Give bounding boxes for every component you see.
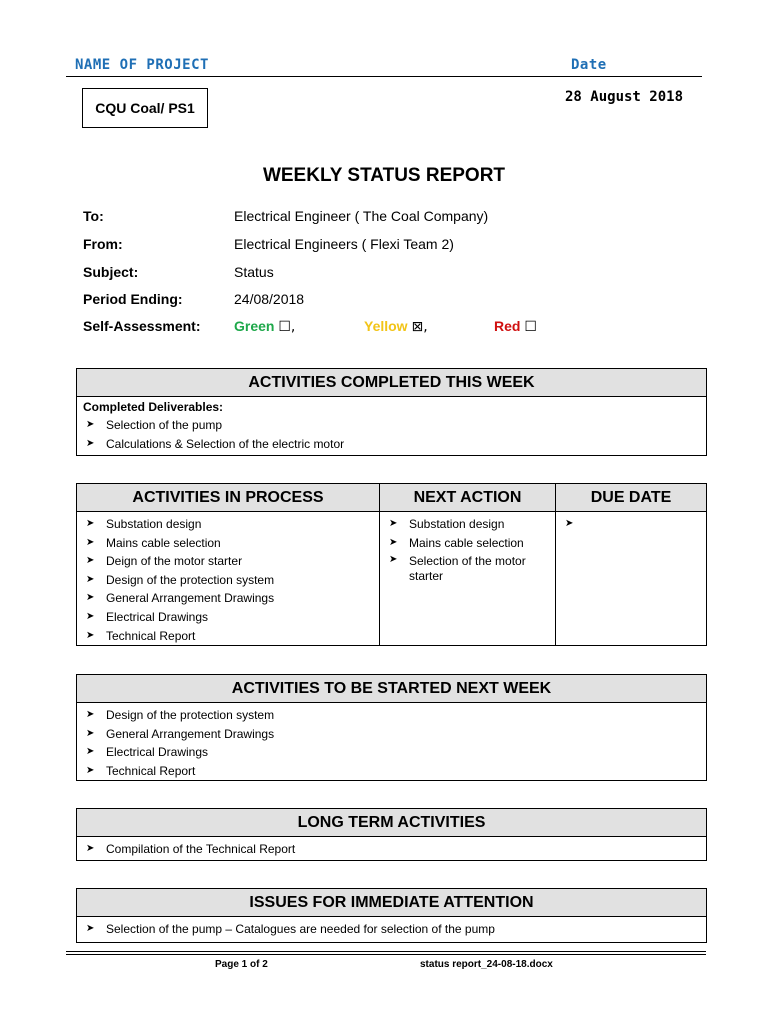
long-term-list: [83, 840, 700, 859]
period-value: 24/08/2018: [234, 291, 305, 307]
in-process-section: [76, 483, 707, 646]
next-action-heading: NEXT ACTION: [380, 484, 555, 512]
issues-heading: ISSUES FOR IMMEDIATE ATTENTION: [77, 889, 706, 917]
page-number: Page 1 of 2: [215, 959, 268, 970]
issues-section: [76, 888, 707, 943]
self-assessment-label: Self-Assessment:: [83, 318, 201, 334]
list-item: ➤ Substation design: [83, 515, 373, 534]
from-value: Electrical Engineers ( Flexi Team 2): [234, 236, 454, 252]
next-action-list: [386, 515, 549, 584]
footer-rule: [66, 954, 706, 955]
yellow-checkbox[interactable]: ⊠,: [411, 319, 428, 335]
list-item: ➤ Electrical Drawings: [83, 608, 373, 627]
green-checkbox[interactable]: ☐,: [278, 319, 296, 335]
list-item: ➤ Design of the protection system: [83, 571, 373, 590]
subject-label: Subject:: [83, 264, 139, 280]
issues-list: [83, 920, 700, 939]
long-term-section: [76, 808, 707, 861]
long-term-heading: LONG TERM ACTIVITIES: [77, 809, 706, 837]
list-item: ➤ Electrical Drawings: [83, 743, 700, 762]
completed-heading: ACTIVITIES COMPLETED THIS WEEK: [77, 369, 706, 397]
in-process-column: [77, 484, 380, 645]
list-item: ➤ Design of the protection system: [83, 706, 700, 725]
to-value: Electrical Engineer ( The Coal Company): [234, 208, 489, 224]
in-process-heading: ACTIVITIES IN PROCESS: [77, 484, 379, 512]
red-checkbox[interactable]: ☐: [524, 319, 537, 335]
next-week-heading: ACTIVITIES TO BE STARTED NEXT WEEK: [77, 675, 706, 703]
footer-rule: [66, 951, 706, 952]
project-label: NAME OF PROJECT: [75, 57, 209, 73]
list-item: ➤ General Arrangement Drawings: [83, 589, 373, 608]
yellow-option-label: Yellow: [364, 318, 408, 334]
due-date-column: [556, 484, 706, 645]
list-item: ➤ Selection of the pump – Catalogues are needed for selection of the pump: [83, 920, 700, 939]
next-week-section: [76, 674, 707, 781]
report-title: WEEKLY STATUS REPORT: [262, 165, 506, 186]
project-name-box: CQU Coal/ PS1: [82, 88, 208, 128]
list-item: ➤ General Arrangement Drawings: [83, 725, 700, 744]
due-date-heading: DUE DATE: [556, 484, 706, 512]
list-item: ➤ Selection of the motor starter: [386, 552, 549, 584]
list-item: ➤ Substation design: [386, 515, 549, 534]
list-item: ➤ Technical Report: [83, 627, 373, 646]
date-value: 28 August 2018: [565, 89, 684, 105]
completed-list: [83, 416, 700, 453]
list-item: ➤ Calculations & Selection of the electric motor: [83, 435, 700, 454]
yellow-option: [364, 318, 428, 335]
file-name: status report_24-08-18.docx: [420, 959, 553, 970]
list-item: ➤ Deign of the motor starter: [83, 552, 373, 571]
list-item: ➤ Compilation of the Technical Report: [83, 840, 700, 859]
header-rule: [66, 76, 702, 77]
from-label: From:: [83, 236, 123, 252]
next-action-column: [380, 484, 556, 645]
red-option: [494, 318, 537, 335]
completed-section: [76, 368, 707, 456]
to-label: To:: [83, 208, 104, 224]
list-item: ➤ Technical Report: [83, 762, 700, 781]
green-option-label: Green: [234, 318, 275, 334]
self-assessment-options: [234, 318, 295, 335]
completed-subheading: Completed Deliverables:: [83, 400, 224, 414]
date-label: Date: [571, 57, 607, 73]
list-item: ➤ Mains cable selection: [83, 534, 373, 553]
in-process-list: [83, 515, 373, 645]
list-item: ➤ Selection of the pump: [83, 416, 700, 435]
list-item: ➤ Mains cable selection: [386, 534, 549, 553]
period-label: Period Ending:: [83, 291, 183, 307]
red-option-label: Red: [494, 318, 521, 334]
subject-value: Status: [234, 264, 274, 280]
next-week-list: [83, 706, 700, 780]
